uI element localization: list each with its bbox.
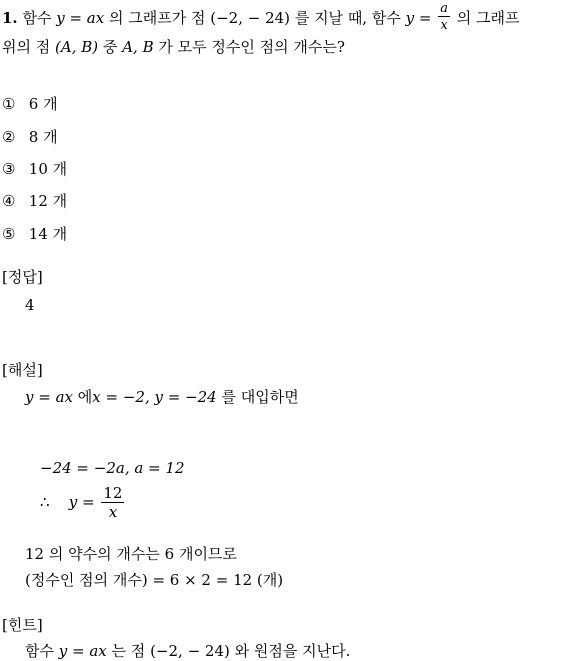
option-2[interactable] — [2, 126, 58, 147]
calculation-1 — [40, 459, 185, 477]
option-4[interactable] — [2, 190, 67, 211]
problem-text: 가 모두 정수인 점의 개수는? — [158, 38, 345, 56]
fraction-denominator: x — [440, 18, 448, 33]
option-marker: ⑤ — [2, 225, 16, 243]
problem-text: 의 그래프가 점 — [108, 9, 206, 27]
option-5[interactable] — [2, 223, 67, 244]
explanation-line-4: (정수인 점의 개수) = 6 × 2 = 12 (개) — [25, 571, 284, 589]
calculation-2 — [40, 486, 126, 520]
fraction-numerator: 12 — [103, 484, 123, 502]
fraction-numerator: a — [440, 1, 448, 16]
option-text: 10 개 — [28, 160, 68, 178]
equation: y = — [68, 493, 95, 511]
option-3[interactable] — [2, 158, 67, 179]
answer-value: 4 — [25, 296, 35, 314]
fraction-denominator: x — [108, 503, 118, 521]
explanation-text: 를 대입하면 — [221, 388, 299, 406]
option-marker: ① — [2, 95, 16, 113]
explanation-number: 6 — [164, 545, 175, 563]
option-marker: ④ — [2, 192, 16, 210]
fraction — [101, 486, 124, 520]
point: (−2, − 24) — [150, 642, 230, 660]
problem-line-2 — [2, 36, 345, 57]
problem-line-1 — [2, 1, 520, 34]
problem-text: 를 지날 때, 함수 — [294, 9, 401, 27]
explanation-heading: [해설] — [2, 361, 43, 379]
problem-text: 함수 — [22, 9, 52, 27]
equation: y = ax — [56, 9, 105, 27]
problem-text: 중 — [102, 38, 118, 56]
option-text: 12 개 — [28, 192, 68, 210]
hint-heading: [힌트] — [2, 616, 43, 634]
equation: y = ax — [58, 642, 107, 660]
hint-text: 는 점 — [111, 642, 146, 660]
explanation-text: 의 약수의 개수는 — [48, 545, 160, 563]
variables: A, B — [122, 38, 154, 56]
hint-text: 와 원점을 지난다. — [234, 642, 351, 660]
equation: y = ax — [25, 388, 73, 406]
option-text: 8 개 — [28, 128, 58, 146]
point: (A, B) — [55, 38, 99, 56]
fraction — [438, 2, 450, 32]
substitution: x = −2, y = −24 — [92, 388, 217, 406]
point: (−2, − 24) — [210, 9, 291, 27]
explanation-line-3 — [25, 543, 237, 564]
therefore-symbol: ∴ — [40, 493, 50, 511]
problem-number: 1. — [2, 9, 18, 27]
equation: −24 = −2a, a = 12 — [40, 459, 185, 477]
hint-text: 함수 — [25, 642, 54, 660]
hint-line — [25, 640, 350, 661]
equation: y = — [405, 9, 432, 27]
answer-heading: [정답] — [2, 268, 43, 286]
problem-text: 의 그래프 — [456, 9, 520, 27]
option-marker: ③ — [2, 160, 16, 178]
option-marker: ② — [2, 128, 16, 146]
explanation-text: 에 — [77, 388, 93, 406]
explanation-text: 개이므로 — [178, 545, 237, 563]
option-text: 14 개 — [28, 225, 68, 243]
problem-text: 위의 점 — [2, 38, 51, 56]
option-text: 6 개 — [28, 95, 58, 113]
explanation-line-1 — [25, 386, 299, 407]
explanation-number: 12 — [25, 545, 45, 563]
option-1[interactable] — [2, 93, 58, 114]
